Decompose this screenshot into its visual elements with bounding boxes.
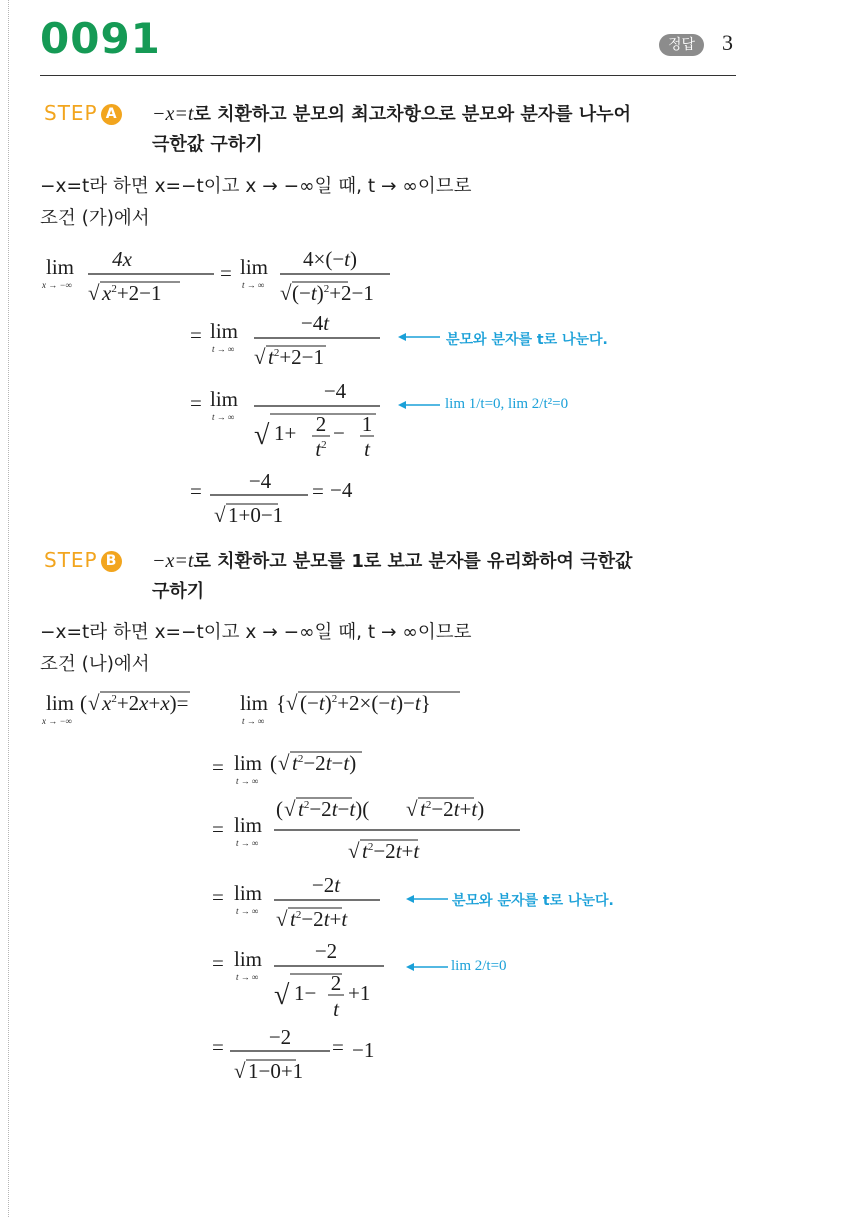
svg-text:=: = <box>212 1035 224 1059</box>
step-a-intro-line1: −x=t라 하면 x=−t이고 x → −∞일 때, t → ∞이므로 <box>40 176 472 197</box>
svg-text:x2+2−1: $x^2+2-1$ <box>102 281 162 305</box>
svg-text:+1: +1 <box>348 981 371 1005</box>
svg-text:t2−2t−t): $t^2-2t-t$) <box>292 751 357 775</box>
svg-text:lim: lim <box>240 255 269 279</box>
svg-text:√: √ <box>234 1059 246 1083</box>
step-b-intro-line1: −x=t라 하면 x=−t이고 x → −∞일 때, t → ∞이므로 <box>40 622 472 643</box>
svg-text:t → ∞: t → ∞ <box>212 412 235 422</box>
svg-text:t2−2t+t: $t^2-2t+t$ <box>362 839 420 863</box>
svg-text:=: = <box>212 951 224 975</box>
step-b-annotation-1: 분모와 분자를 t로 나눈다. <box>452 893 614 909</box>
svg-text:√: √ <box>280 281 292 305</box>
svg-text:−2: −2 <box>314 939 338 963</box>
svg-text:2: 2 <box>315 412 327 436</box>
step-a-annotation-2: lim 1/t=0, lim 2/t²=0 <box>445 396 569 412</box>
svg-text:√: √ <box>254 420 270 451</box>
svg-text:=: = <box>212 817 224 841</box>
svg-text:−2: −2 <box>268 1025 292 1049</box>
svg-text:t2: $t^2$ <box>315 437 327 461</box>
step-a-title-math: −x=t <box>152 103 194 125</box>
svg-text:t → ∞: t → ∞ <box>236 972 259 982</box>
svg-text:t → ∞: t → ∞ <box>212 344 235 354</box>
step-b-title-math: −x=t <box>152 550 194 572</box>
answer-value: 3 <box>722 30 733 55</box>
svg-text:lim: lim <box>234 881 263 905</box>
step-b-title-line2: 구하기 <box>152 581 205 602</box>
svg-text:t → ∞: t → ∞ <box>236 906 259 916</box>
svg-text:(: ( <box>80 691 87 715</box>
header-rule <box>40 75 736 76</box>
svg-text:{: { <box>276 691 287 715</box>
lim-text: lim <box>46 255 75 279</box>
svg-text:lim: lim <box>210 387 239 411</box>
svg-text:1+: 1+ <box>274 421 297 445</box>
svg-text:t: t <box>364 437 370 461</box>
step-a-title-line2: 극한값 구하기 <box>152 134 263 155</box>
svg-text:x → −∞: x → −∞ <box>42 280 72 290</box>
step-b-label <box>44 548 122 572</box>
svg-text:(−t)2+2−1: $(-t)^2+2-1$ <box>292 281 374 305</box>
svg-text:√: √ <box>348 839 360 863</box>
arrow-left-icon <box>398 398 442 412</box>
svg-text:t → ∞: t → ∞ <box>242 280 265 290</box>
step-a-annotation-1: 분모와 분자를 t로 나눈다. <box>446 332 608 348</box>
svg-text:(: ( <box>276 797 283 821</box>
svg-text:lim: lim <box>240 691 269 715</box>
svg-text:t → ∞: t → ∞ <box>236 838 259 848</box>
svg-text:√: √ <box>406 797 418 821</box>
svg-text:1−: 1− <box>294 981 317 1005</box>
step-a-title <box>152 99 752 160</box>
svg-text:t2−2t+t: $t^2-2t+t$ <box>290 907 348 931</box>
step-b-text: STEP <box>44 548 98 572</box>
svg-text:t2+2−1: $t^2+2-1$ <box>268 345 325 369</box>
svg-text:lim: lim <box>210 319 239 343</box>
svg-text:−4t: −4t <box>300 311 330 335</box>
svg-text:√: √ <box>286 691 298 715</box>
svg-text:1: 1 <box>361 412 373 436</box>
svg-text:−4: −4 <box>323 379 347 403</box>
svg-text:t2−2t+t): $t^2-2t+t$) <box>420 797 485 821</box>
svg-text:=: = <box>220 261 232 285</box>
svg-text:=: = <box>312 479 324 503</box>
arrow-left-icon <box>398 330 442 344</box>
svg-text:2: 2 <box>330 971 342 995</box>
step-b-intro-line2: 조건 (나)에서 <box>40 654 150 675</box>
svg-text:−: − <box>333 421 345 445</box>
answer-label-badge: 정답 <box>659 34 704 56</box>
svg-text:√: √ <box>88 281 100 305</box>
svg-text:1+0−1: 1+0−1 <box>228 503 284 527</box>
svg-text:1−0+1: 1−0+1 <box>248 1059 304 1083</box>
svg-text:√: √ <box>284 797 296 821</box>
svg-text:lim: lim <box>234 947 263 971</box>
arrow-left-icon <box>406 892 450 906</box>
svg-text:=: = <box>212 755 224 779</box>
svg-text:=: = <box>190 479 202 503</box>
svg-text:=: = <box>190 323 202 347</box>
svg-text:lim: lim <box>234 751 263 775</box>
svg-text:−4: −4 <box>248 469 272 493</box>
svg-text:lim: lim <box>234 813 263 837</box>
svg-text:√: √ <box>274 980 290 1011</box>
svg-text:t: t <box>333 997 339 1021</box>
step-a-intro-line2: 조건 (가)에서 <box>40 208 150 229</box>
svg-text:√: √ <box>278 751 290 775</box>
step-a-result: −4 <box>330 478 353 502</box>
arrow-left-icon <box>406 960 450 974</box>
problem-number: 0091 <box>40 14 161 63</box>
svg-text:(−t)2+2×(−t)−t}: $(-t)^2+2\times(-t)-t$} <box>300 691 431 715</box>
page-edge-dotted-line <box>8 0 9 1217</box>
svg-text:(: ( <box>270 751 277 775</box>
step-b-badge: B <box>101 551 122 572</box>
svg-text:√: √ <box>88 691 100 715</box>
step-a-badge: A <box>101 104 122 125</box>
step-a-text: STEP <box>44 101 98 125</box>
svg-text:4×(−t): 4×(−t) <box>302 247 358 271</box>
svg-text:√: √ <box>276 907 288 931</box>
step-b-annotation-2: lim 2/t=0 <box>451 958 507 974</box>
svg-text:x2+2x+x)=: $x^2+2x+x)=$ <box>102 691 189 715</box>
step-b-equations <box>30 686 650 1086</box>
svg-text:−2t: −2t <box>311 873 341 897</box>
svg-text:=: = <box>190 391 202 415</box>
svg-text:√: √ <box>254 345 266 369</box>
svg-text:4x: 4x <box>112 247 132 271</box>
svg-text:x → −∞: x → −∞ <box>42 716 72 726</box>
svg-text:=: = <box>212 885 224 909</box>
svg-text:t → ∞: t → ∞ <box>236 776 259 786</box>
svg-text:t2−2t−t)(: $t^2-2t-t$)( <box>298 797 370 821</box>
step-b-result: −1 <box>352 1038 375 1062</box>
svg-text:lim: lim <box>46 691 75 715</box>
step-a-title-line1: 로 치환하고 분모의 최고차항으로 분모와 분자를 나누어 <box>193 104 631 125</box>
step-b-title <box>152 546 752 607</box>
step-b-title-line1: 로 치환하고 분모를 1로 보고 분자를 유리화하여 극한값 <box>193 551 633 572</box>
svg-text:t → ∞: t → ∞ <box>242 716 265 726</box>
step-a-label <box>44 101 122 125</box>
svg-text:√: √ <box>214 503 226 527</box>
svg-text:=: = <box>332 1035 344 1059</box>
